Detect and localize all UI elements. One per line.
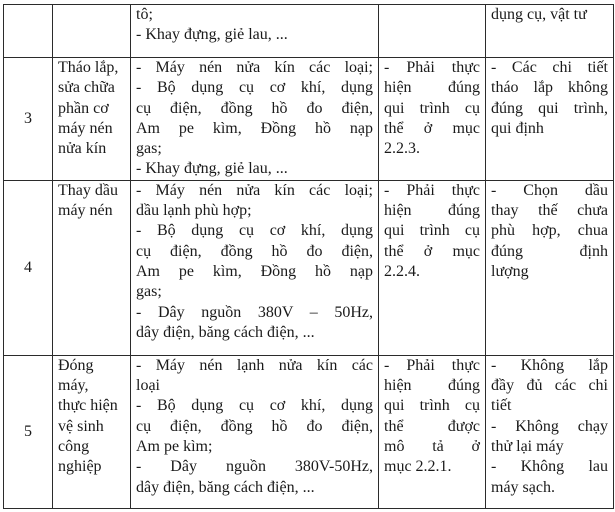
equipment-line: gas; [136,283,162,301]
requirement-line: hiện đúng [384,79,480,97]
requirement-line: qui trình cụ [384,397,480,415]
requirement-line: mô tả ở [384,437,480,455]
equipment-line: - Bộ dụng cụ cơ khí, dụng [136,397,373,415]
error-line: đầy đủ các chi [491,377,608,395]
requirement-line: qui trình cụ [384,222,480,240]
error-line: - Không lắp [491,356,608,374]
equipment-line: cụ điện, đồng hồ đo điện, [136,99,373,117]
row-number: 3 [4,58,53,181]
equipment-line: - Máy nén lạnh nửa kín các [136,356,373,374]
task-assessment-table [3,4,614,509]
task-line: nghiệp [58,458,102,476]
task-line: nửa kín [58,140,107,158]
equipment-line: - Máy nén nửa kín các loại; [136,181,373,199]
equipment-line: dây điện, băng cách điện, ... [136,323,315,341]
task-cell [53,355,131,508]
requirement-line: qui trình cụ [384,99,480,117]
equipment-line: loại [136,377,160,395]
task-line: sửa chữa [58,79,115,97]
equipment-line: - Bộ dụng cụ cơ khí, dụng [136,79,373,97]
error-line: - Các chi tiết [491,59,608,76]
equipment-cell [131,58,379,181]
error-line: tháo lắp không [491,79,608,97]
requirement-cell [379,5,486,58]
error-line: đúng qui trình, [491,99,608,117]
error-line: máy sạch. [491,478,555,496]
requirement-line: - Phải thực [384,59,480,76]
errors-cell [486,355,614,508]
table-row-3 [4,58,614,181]
requirement-cell [379,355,486,508]
equipment-line: gas; [136,140,162,158]
task-cell [53,5,131,58]
error-line: - Không chạy [491,417,608,435]
requirement-line: hiện đúng [384,377,480,395]
task-cell [53,180,131,355]
requirement-line: 2.2.3. [384,140,420,158]
equipment-line: Am pe kìm, Đồng hồ nạp [136,119,373,137]
requirement-line: thể ở mục [384,119,480,137]
equipment-line: - Khay đựng, giẻ lau, ... [136,160,288,178]
equipment-line: Am pe kìm, Đồng hồ nạp [136,262,373,280]
requirement-line: 2.2.4. [384,262,420,280]
row-number [4,5,53,58]
equipment-line: Am pe kìm; [136,437,213,455]
equipment-line: dầu lạnh phù hợp; [136,202,252,220]
error-line: thay thế chưa [491,202,608,220]
equipment-line: - Dây nguồn 380V – 50Hz, [136,303,373,321]
task-line: Tháo lắp, [58,59,119,76]
requirement-line: mục 2.2.1. [384,458,452,476]
table-row-continuation [4,5,614,58]
errors-cell [486,58,614,181]
task-line: công [58,437,90,455]
requirement-line: thể được [384,417,480,435]
table-row-4 [4,180,614,355]
error-line: - Chọn dầu [491,181,608,199]
error-line: đúng định [491,242,608,260]
errors-cell [486,180,614,355]
error-line: dụng cụ, vật tư [491,6,587,23]
table-row-5 [4,355,614,508]
row-number: 4 [4,180,53,355]
error-line: - Không lau [491,458,608,476]
requirement-cell [379,180,486,355]
error-line: tiết [491,397,512,415]
error-line: phù hợp, chua [491,222,608,240]
equipment-line: tô; [136,6,153,23]
error-line: qui định [491,119,544,137]
task-line: Đóng máy, [58,356,94,395]
error-line: thử lại máy [491,437,564,455]
requirement-line: hiện đúng [384,202,480,220]
requirement-line: thể ở mục [384,242,480,260]
equipment-cell [131,180,379,355]
task-line: máy nén [58,202,113,220]
task-cell [53,58,131,181]
requirement-cell [379,58,486,181]
errors-cell [486,5,614,58]
requirement-line: - Phải thực [384,181,480,199]
task-line: phần cơ [58,99,109,117]
equipment-line: cụ điện, đồng hồ đo điện, [136,242,373,260]
requirement-line: - Phải thực [384,356,480,374]
equipment-line: dây điện, băng cách điện, ... [136,478,315,496]
equipment-line: - Khay đựng, giẻ lau, ... [136,26,288,44]
equipment-cell [131,355,379,508]
equipment-line: - Dây nguồn 380V-50Hz, [136,458,373,476]
task-line: Thay dầu [58,181,118,199]
row-number: 5 [4,355,53,508]
equipment-cell [131,5,379,58]
equipment-line: cụ điện, đồng hồ đo điện, [136,417,373,435]
task-line: vệ sinh [58,417,104,435]
error-line: lượng [491,262,529,280]
task-line: máy nén [58,119,113,137]
equipment-line: - Bộ dụng cụ cơ khí, dụng [136,222,373,240]
task-line: thực hiện [58,397,118,415]
equipment-line: - Máy nén nửa kín các loại; [136,59,373,76]
